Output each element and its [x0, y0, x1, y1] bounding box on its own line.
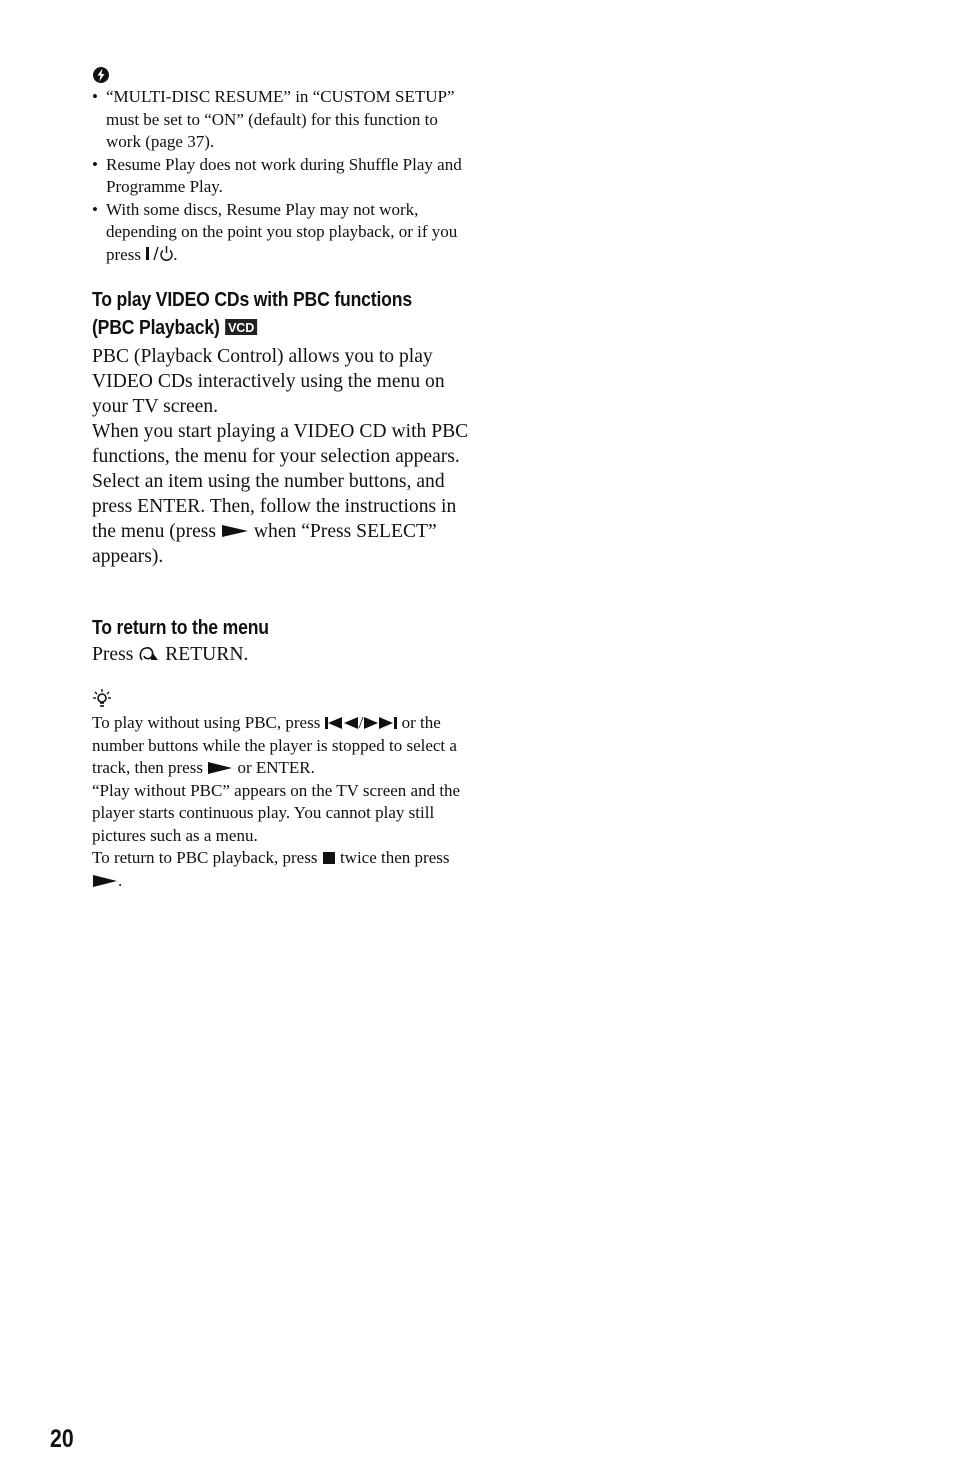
return-body: Press RETURN. [92, 644, 249, 665]
page-number: 20 [50, 1425, 74, 1453]
paragraph: PBC (Playback Control) allows you to play VIDEO CDs interactively using the menu on your TV screen. [92, 346, 445, 417]
play-icon [221, 523, 249, 539]
stop-icon [322, 851, 336, 865]
paragraph: To play without using PBC, press / or the number buttons while the player is stopped to select a track, then press or ENTER. [92, 713, 457, 777]
section-heading-return: To return to the menu [92, 617, 269, 639]
paragraph: When you start playing a VIDEO CD with PBC functions, the menu for your selection appears. [92, 421, 469, 467]
paragraph: Select an item using the number buttons, and press ENTER. Then, follow the instructions in the menu (press when “Press SELECT” appears). [92, 471, 457, 567]
note-icon [92, 66, 110, 84]
next-icon [363, 716, 397, 730]
note-item: • Resume Play does not work during Shuffle Play and Programme Play. [92, 154, 476, 199]
note-item: • With some discs, Resume Play may not work, depending on the point you stop playback, or if you press . [92, 199, 476, 267]
power-icon [145, 245, 173, 262]
tip-body [92, 712, 476, 892]
pbc-body [92, 344, 476, 569]
note-item: • “MULTI-DISC RESUME” in “CUSTOM SETUP” must be set to “ON” (default) for this function to work (page 37). [92, 86, 476, 154]
notes-list [92, 86, 476, 266]
vcd-badge: VCD [225, 319, 257, 335]
prev-icon [325, 716, 359, 730]
section-heading-pbc: To play VIDEO CDs with PBC functions (PBC Playback) VCD [92, 289, 412, 339]
tip-icon [92, 688, 112, 710]
play-icon [207, 761, 233, 775]
paragraph: “Play without PBC” appears on the TV screen and the player starts continuous play. You cannot play still pictures such as a menu. [92, 780, 461, 845]
paragraph: To return to PBC playback, press twice then press . [92, 848, 450, 890]
play-icon [92, 874, 118, 888]
return-icon [138, 644, 160, 662]
